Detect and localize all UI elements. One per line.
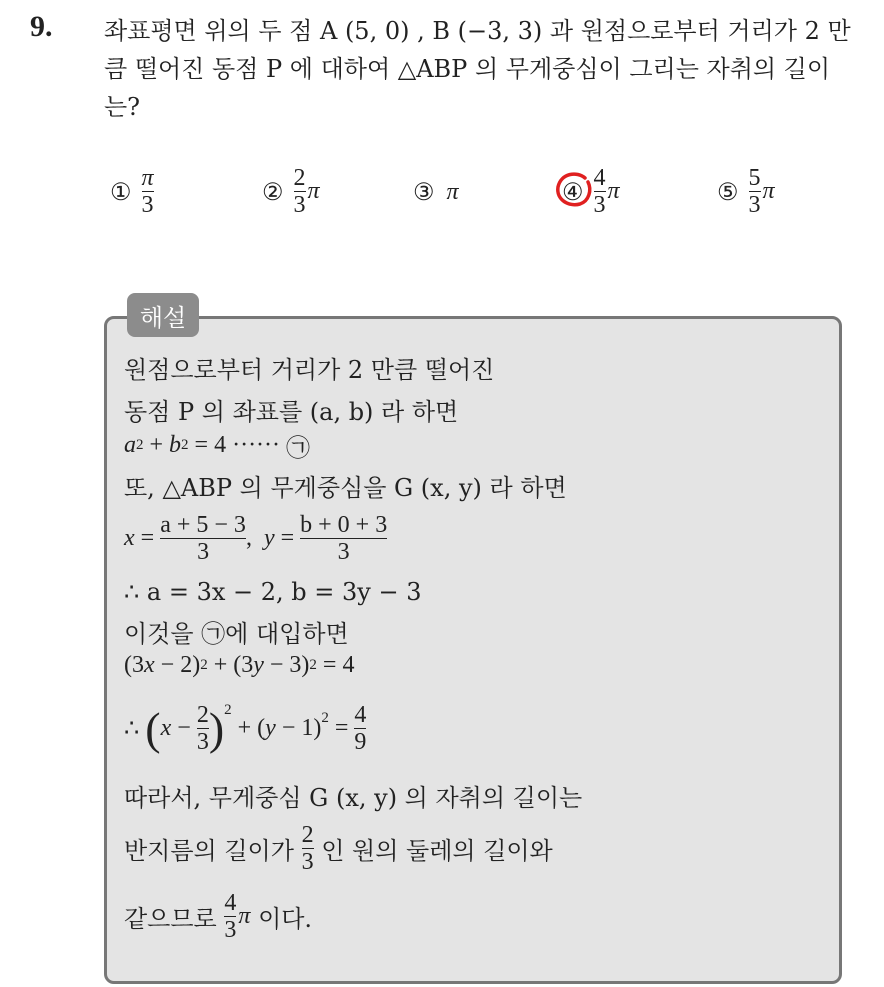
line-11-suffix: 인 원의 둘레의 길이와 <box>321 837 553 865</box>
frac-y <box>300 512 387 565</box>
solution-line-8: (3 x − 2) 2 + (3 y − 3) 2 = 4 <box>124 652 355 678</box>
choice-3[interactable] <box>413 178 459 206</box>
solution-line-7: 이것을 ㉠에 대입하면 <box>124 620 349 648</box>
question-number: 9. <box>30 10 53 43</box>
frac-x-denominator: 3 <box>197 539 210 565</box>
line-12-prefix: 같으므로 <box>124 905 217 933</box>
choice-1-denominator: 3 <box>141 192 154 218</box>
choice-3-pi: π <box>446 178 459 205</box>
question-text: 좌표평면 위의 두 점 A (5, 0) , B (−3, 3) 과 원점으로부터 거리가 2 만큼 떨어진 동점 P 에 대하여 △ABP 의 무게중심이 그리는 자취의 길이는? <box>104 17 851 121</box>
frac-y-denominator: 3 <box>337 539 350 565</box>
solution-line-10: 따라서, 무게중심 G (x, y) 의 자취의 길이는 <box>124 784 583 812</box>
choice-1-numerator: π <box>141 165 154 191</box>
choice-4-mark: ④ <box>562 177 584 206</box>
solution-line-4: 또, △ABP 의 무게중심을 G (x, y) 라 하면 <box>124 474 567 502</box>
choice-5-mark: ⑤ <box>717 177 739 206</box>
choice-4-numerator: 4 <box>593 165 606 191</box>
frac-y-numerator: b + 0 + 3 <box>300 512 388 538</box>
frac-radius-num: 2 <box>301 822 314 848</box>
solution-line-2: 동점 P 의 좌표를 (a, b) 라 하면 <box>124 398 459 426</box>
solution-line-12: 같으므로 $\frac{4}{3}$ π 이다. <box>124 890 313 943</box>
line-12-suffix: 이다. <box>258 905 313 933</box>
solution-line-11 <box>124 822 553 875</box>
frac-x-numerator: a + 5 − 3 <box>160 512 246 538</box>
frac-two-thirds-den: 3 <box>196 729 209 755</box>
frac-radius-den: 3 <box>301 849 314 875</box>
frac-answer <box>224 890 236 943</box>
choice-5-pi: π <box>762 178 775 204</box>
choice-2-pi: π <box>307 178 320 204</box>
frac-radius <box>302 822 314 875</box>
choice-3-mark: ③ <box>413 178 435 206</box>
frac-two-thirds <box>197 702 209 755</box>
answer-circle-mark <box>555 170 593 208</box>
frac-x <box>160 512 246 565</box>
choice-5-denominator: 3 <box>748 192 761 218</box>
solution-line-6: ∴ a = 3x − 2, b = 3y − 3 <box>124 578 422 606</box>
choice-4-denominator: 3 <box>593 192 606 218</box>
frac-answer-num: 4 <box>224 890 237 916</box>
choice-5[interactable] <box>717 165 775 218</box>
choice-5-fraction <box>749 165 761 218</box>
choice-1-mark: ① <box>110 177 132 206</box>
choice-2[interactable] <box>262 165 320 218</box>
line-11-prefix: 반지름의 길이가 <box>124 837 294 865</box>
choice-2-fraction <box>294 165 306 218</box>
choice-2-denominator: 3 <box>293 192 306 218</box>
choice-4-fraction <box>594 165 606 218</box>
choice-5-numerator: 5 <box>748 165 761 191</box>
solution-label: 해설 <box>127 293 199 337</box>
choice-1[interactable] <box>110 165 154 218</box>
frac-four-ninths-den: 9 <box>354 729 367 755</box>
frac-four-ninths-num: 4 <box>354 702 367 728</box>
choice-4-pi: π <box>607 178 620 204</box>
solution-line-5: x = $\frac{a + 5 - 3}{3}$ , y = $\frac{b + 0 + 3}{3}$ <box>124 512 388 565</box>
frac-answer-den: 3 <box>224 917 237 943</box>
choice-1-fraction <box>142 165 154 218</box>
choice-2-numerator: 2 <box>293 165 306 191</box>
solution-line-3: a 2 + b 2 = 4 ······ ㉠ <box>124 432 311 462</box>
choice-2-mark: ② <box>262 177 284 206</box>
frac-two-thirds-num: 2 <box>196 702 209 728</box>
frac-four-ninths <box>354 702 366 755</box>
solution-line-9: ∴ ( x − $\frac{2}{3}$ ) $^2$ + ( y − 1) $^2$ = $\frac{4}{9}$ <box>124 702 367 755</box>
solution-line-1: 원점으로부터 거리가 2 만큼 떨어진 <box>124 356 495 384</box>
